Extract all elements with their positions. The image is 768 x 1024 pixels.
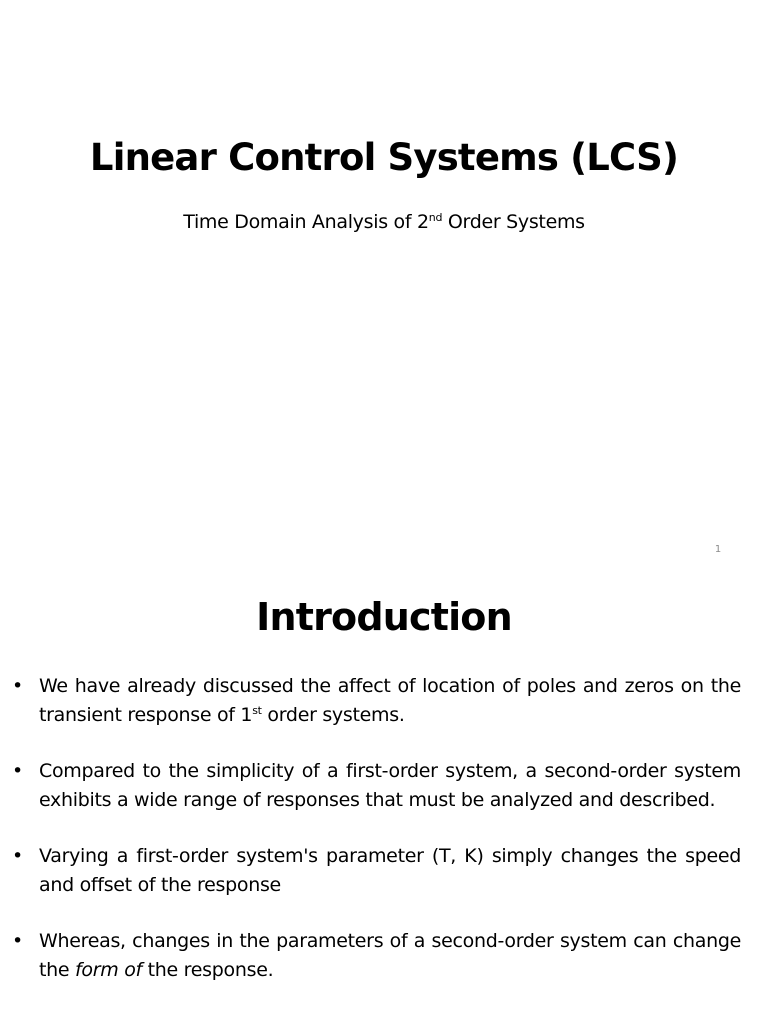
subtitle-text-before: Time Domain Analysis of 2 bbox=[183, 211, 429, 233]
bullet-text: Whereas, changes in the parameters of a second-order system can change the bbox=[39, 930, 741, 981]
bullet-superscript: st bbox=[252, 703, 262, 717]
slide-title: Linear Control Systems (LCS) bbox=[89, 136, 679, 179]
introduction-slide bbox=[0, 576, 768, 1024]
bullet-text: Varying a first-order system's parameter (T, K) simply changes the speed and offset of the response bbox=[39, 845, 741, 896]
page-number: 1 bbox=[714, 544, 722, 555]
bullet-text: the response. bbox=[141, 958, 274, 981]
bullet-item bbox=[0, 927, 768, 984]
introduction-title: Introduction bbox=[256, 595, 512, 639]
bullet-item bbox=[0, 757, 768, 814]
subtitle-superscript: nd bbox=[428, 211, 443, 224]
subtitle-text-after: Order Systems bbox=[442, 211, 585, 233]
bullet-emphasis: form of bbox=[75, 958, 142, 981]
slide-subtitle bbox=[0, 211, 768, 233]
bullet-text: Compared to the simplicity of a first-order system, a second-order system exhibits a wide range of responses that must be analyzed and described. bbox=[39, 760, 741, 811]
bullet-list bbox=[0, 672, 768, 1012]
bullet-text: We have already discussed the affect of location of poles and zeros on the transient response of 1 bbox=[39, 675, 741, 726]
bullet-item bbox=[0, 842, 768, 899]
bullet-text: order systems. bbox=[261, 703, 405, 726]
bullet-item bbox=[0, 672, 768, 729]
